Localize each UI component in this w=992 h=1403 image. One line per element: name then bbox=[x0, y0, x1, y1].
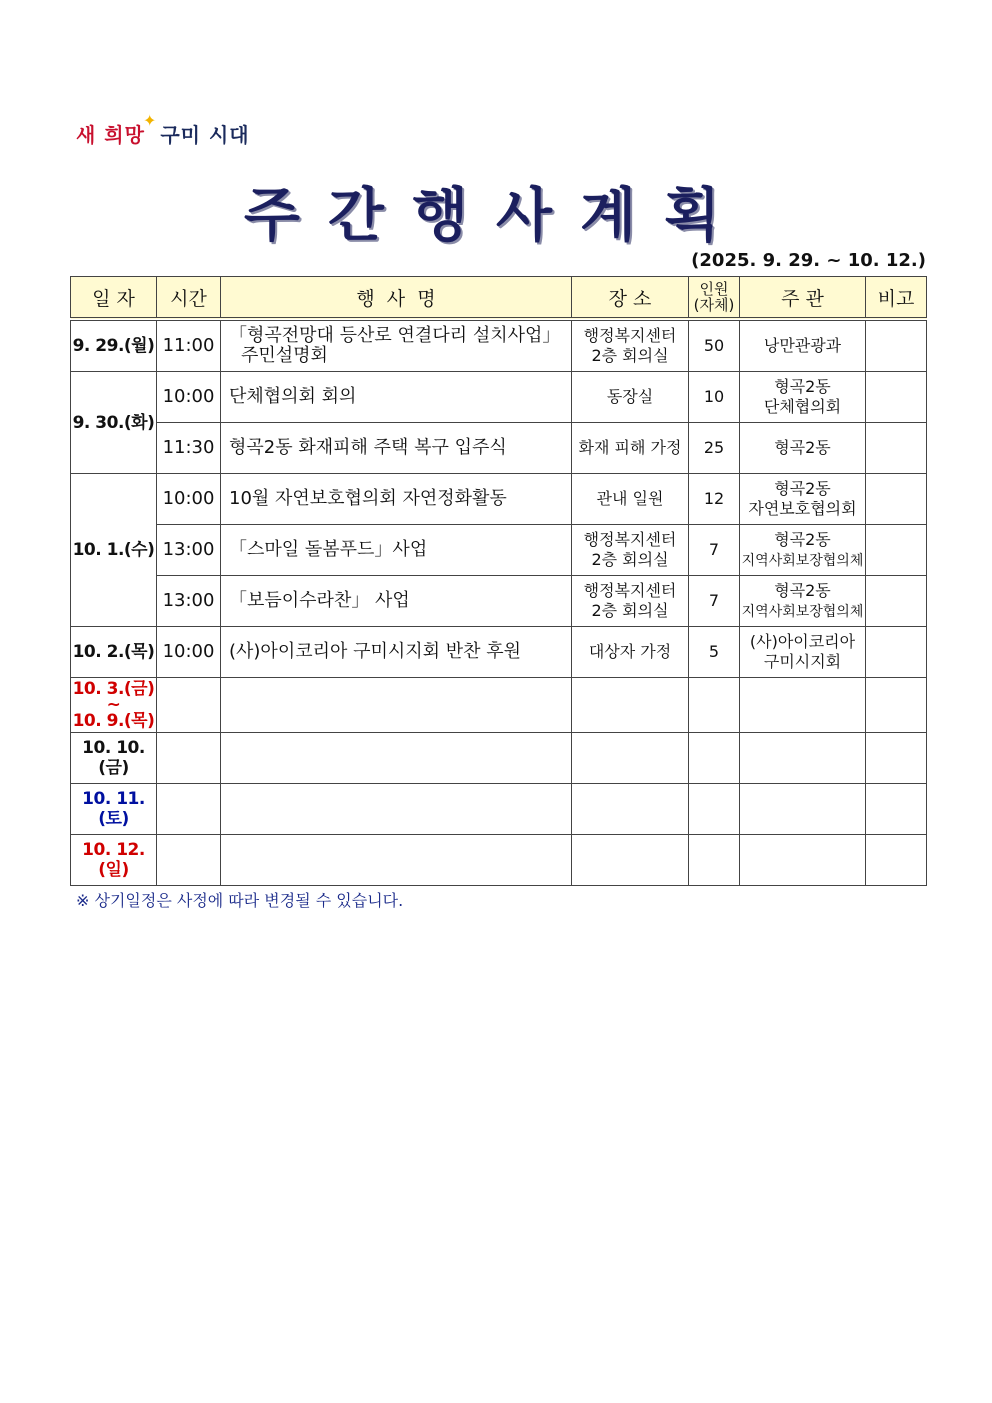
event-cell bbox=[221, 319, 572, 372]
place-cell bbox=[572, 525, 689, 576]
logo-text-2: 구미 시대 bbox=[160, 123, 250, 147]
place-cell bbox=[572, 784, 689, 835]
count-cell: 25 bbox=[689, 423, 740, 474]
event-cell: 형곡2동 화재피해 주택 복구 입주식 bbox=[221, 423, 572, 474]
host-line: 지역사회보장협의체 bbox=[741, 552, 864, 569]
date-cell: 9. 29.(월) bbox=[71, 319, 157, 372]
date-cell: 9. 30.(화) bbox=[71, 372, 157, 474]
note-cell bbox=[866, 576, 927, 627]
host-cell bbox=[740, 474, 866, 525]
date-cell bbox=[71, 678, 157, 733]
note-cell bbox=[866, 627, 927, 678]
header-count bbox=[689, 277, 740, 320]
place-cell: 관내 일원 bbox=[572, 474, 689, 525]
header-time: 시간 bbox=[157, 277, 221, 320]
event-cell bbox=[221, 678, 572, 733]
host-line: 형곡2동 bbox=[774, 580, 831, 600]
place-line: 2층 회의실 bbox=[591, 346, 669, 365]
time-cell bbox=[157, 835, 221, 886]
note-cell bbox=[866, 474, 927, 525]
event-line: 「형곡전망대 등산로 연결다리 설치사업」 bbox=[229, 325, 561, 346]
date-line: 10. 9.(목) bbox=[72, 711, 155, 731]
time-cell: 13:00 bbox=[157, 576, 221, 627]
table-row bbox=[71, 525, 927, 576]
host-cell bbox=[740, 784, 866, 835]
event-cell bbox=[221, 733, 572, 784]
note-cell bbox=[866, 319, 927, 372]
place-line: 2층 회의실 bbox=[591, 601, 669, 620]
table-header-row bbox=[71, 277, 927, 320]
table-row bbox=[71, 319, 927, 372]
place-cell bbox=[572, 319, 689, 372]
table-row bbox=[71, 576, 927, 627]
note-cell bbox=[866, 423, 927, 474]
place-cell bbox=[572, 835, 689, 886]
host-cell bbox=[740, 525, 866, 576]
host-line: 구미시지회 bbox=[763, 652, 842, 671]
logo bbox=[76, 104, 250, 148]
host-cell bbox=[740, 576, 866, 627]
host-line: (사)아이코리아 bbox=[749, 632, 856, 651]
table-row bbox=[71, 678, 927, 733]
time-cell bbox=[157, 784, 221, 835]
note-cell bbox=[866, 678, 927, 733]
header-count-line2: (자체) bbox=[693, 296, 735, 314]
table-row bbox=[71, 474, 927, 525]
event-cell: (사)아이코리아 구미시지회 반찬 후원 bbox=[221, 627, 572, 678]
place-cell bbox=[572, 678, 689, 733]
table-row bbox=[71, 784, 927, 835]
time-cell: 10:00 bbox=[157, 372, 221, 423]
host-cell bbox=[740, 627, 866, 678]
place-line: 행정복지센터 bbox=[583, 530, 677, 549]
time-cell bbox=[157, 678, 221, 733]
event-cell: 「보듬이수라찬」 사업 bbox=[221, 576, 572, 627]
host-cell: 낭만관광과 bbox=[740, 319, 866, 372]
note-cell bbox=[866, 525, 927, 576]
time-cell: 11:30 bbox=[157, 423, 221, 474]
count-cell: 10 bbox=[689, 372, 740, 423]
place-cell bbox=[572, 576, 689, 627]
event-cell bbox=[221, 784, 572, 835]
table-row bbox=[71, 627, 927, 678]
date-cell: 10. 11.(토) bbox=[71, 784, 157, 835]
host-line: 지역사회보장협의체 bbox=[741, 603, 864, 620]
header-place: 장 소 bbox=[572, 277, 689, 320]
table-row bbox=[71, 835, 927, 886]
event-cell: 「스마일 돌봄푸드」사업 bbox=[221, 525, 572, 576]
time-cell bbox=[157, 733, 221, 784]
header-note: 비고 bbox=[866, 277, 927, 320]
date-line: ~ bbox=[106, 695, 121, 715]
event-cell: 10월 자연보호협의회 자연정화활동 bbox=[221, 474, 572, 525]
note-cell bbox=[866, 372, 927, 423]
note-cell bbox=[866, 784, 927, 835]
table-row bbox=[71, 372, 927, 423]
host-cell: 형곡2동 bbox=[740, 423, 866, 474]
place-cell: 화재 피해 가정 bbox=[572, 423, 689, 474]
place-line: 행정복지센터 bbox=[583, 326, 677, 345]
schedule-table bbox=[70, 276, 927, 886]
count-cell bbox=[689, 784, 740, 835]
date-line: 10. 3.(금) bbox=[72, 679, 155, 699]
footnote: ※ 상기일정은 사정에 따라 변경될 수 있습니다. bbox=[76, 891, 404, 910]
date-cell: 10. 12.(일) bbox=[71, 835, 157, 886]
date-cell: 10. 1.(수) bbox=[71, 474, 157, 627]
date-range: (2025. 9. 29. ~ 10. 12.) bbox=[691, 250, 926, 271]
header-host: 주 관 bbox=[740, 277, 866, 320]
host-line: 단체협의회 bbox=[763, 397, 842, 416]
header-date: 일 자 bbox=[71, 277, 157, 320]
logo-text-1: 새 희망 bbox=[76, 123, 145, 147]
time-cell: 13:00 bbox=[157, 525, 221, 576]
note-cell bbox=[866, 835, 927, 886]
header-event: 행 사 명 bbox=[221, 277, 572, 320]
host-line: 자연보호협의회 bbox=[748, 499, 857, 518]
time-cell: 10:00 bbox=[157, 474, 221, 525]
place-cell bbox=[572, 733, 689, 784]
place-line: 행정복지센터 bbox=[583, 581, 677, 600]
host-line: 형곡2동 bbox=[774, 479, 831, 498]
count-cell: 5 bbox=[689, 627, 740, 678]
count-cell: 7 bbox=[689, 525, 740, 576]
host-line: 형곡2동 bbox=[774, 377, 831, 396]
count-cell bbox=[689, 678, 740, 733]
host-cell bbox=[740, 733, 866, 784]
table-row bbox=[71, 423, 927, 474]
time-cell: 10:00 bbox=[157, 627, 221, 678]
host-cell bbox=[740, 678, 866, 733]
place-cell: 대상자 가정 bbox=[572, 627, 689, 678]
host-line: 형곡2동 bbox=[774, 529, 831, 549]
host-cell bbox=[740, 372, 866, 423]
event-line: 주민설명회 bbox=[241, 345, 328, 366]
event-cell bbox=[221, 835, 572, 886]
count-cell: 50 bbox=[689, 319, 740, 372]
place-cell: 동장실 bbox=[572, 372, 689, 423]
header-count-line1: 인원 bbox=[699, 280, 729, 298]
count-cell: 7 bbox=[689, 576, 740, 627]
event-cell: 단체협의회 회의 bbox=[221, 372, 572, 423]
note-cell bbox=[866, 733, 927, 784]
host-cell bbox=[740, 835, 866, 886]
table-row bbox=[71, 733, 927, 784]
place-line: 2층 회의실 bbox=[591, 550, 669, 569]
page-title: 주간행사계획 bbox=[243, 181, 749, 249]
count-cell bbox=[689, 733, 740, 784]
date-cell: 10. 10.(금) bbox=[71, 733, 157, 784]
count-cell: 12 bbox=[689, 474, 740, 525]
count-cell bbox=[689, 835, 740, 886]
time-cell: 11:00 bbox=[157, 319, 221, 372]
date-cell: 10. 2.(목) bbox=[71, 627, 157, 678]
star-icon: ✦ bbox=[142, 111, 157, 130]
